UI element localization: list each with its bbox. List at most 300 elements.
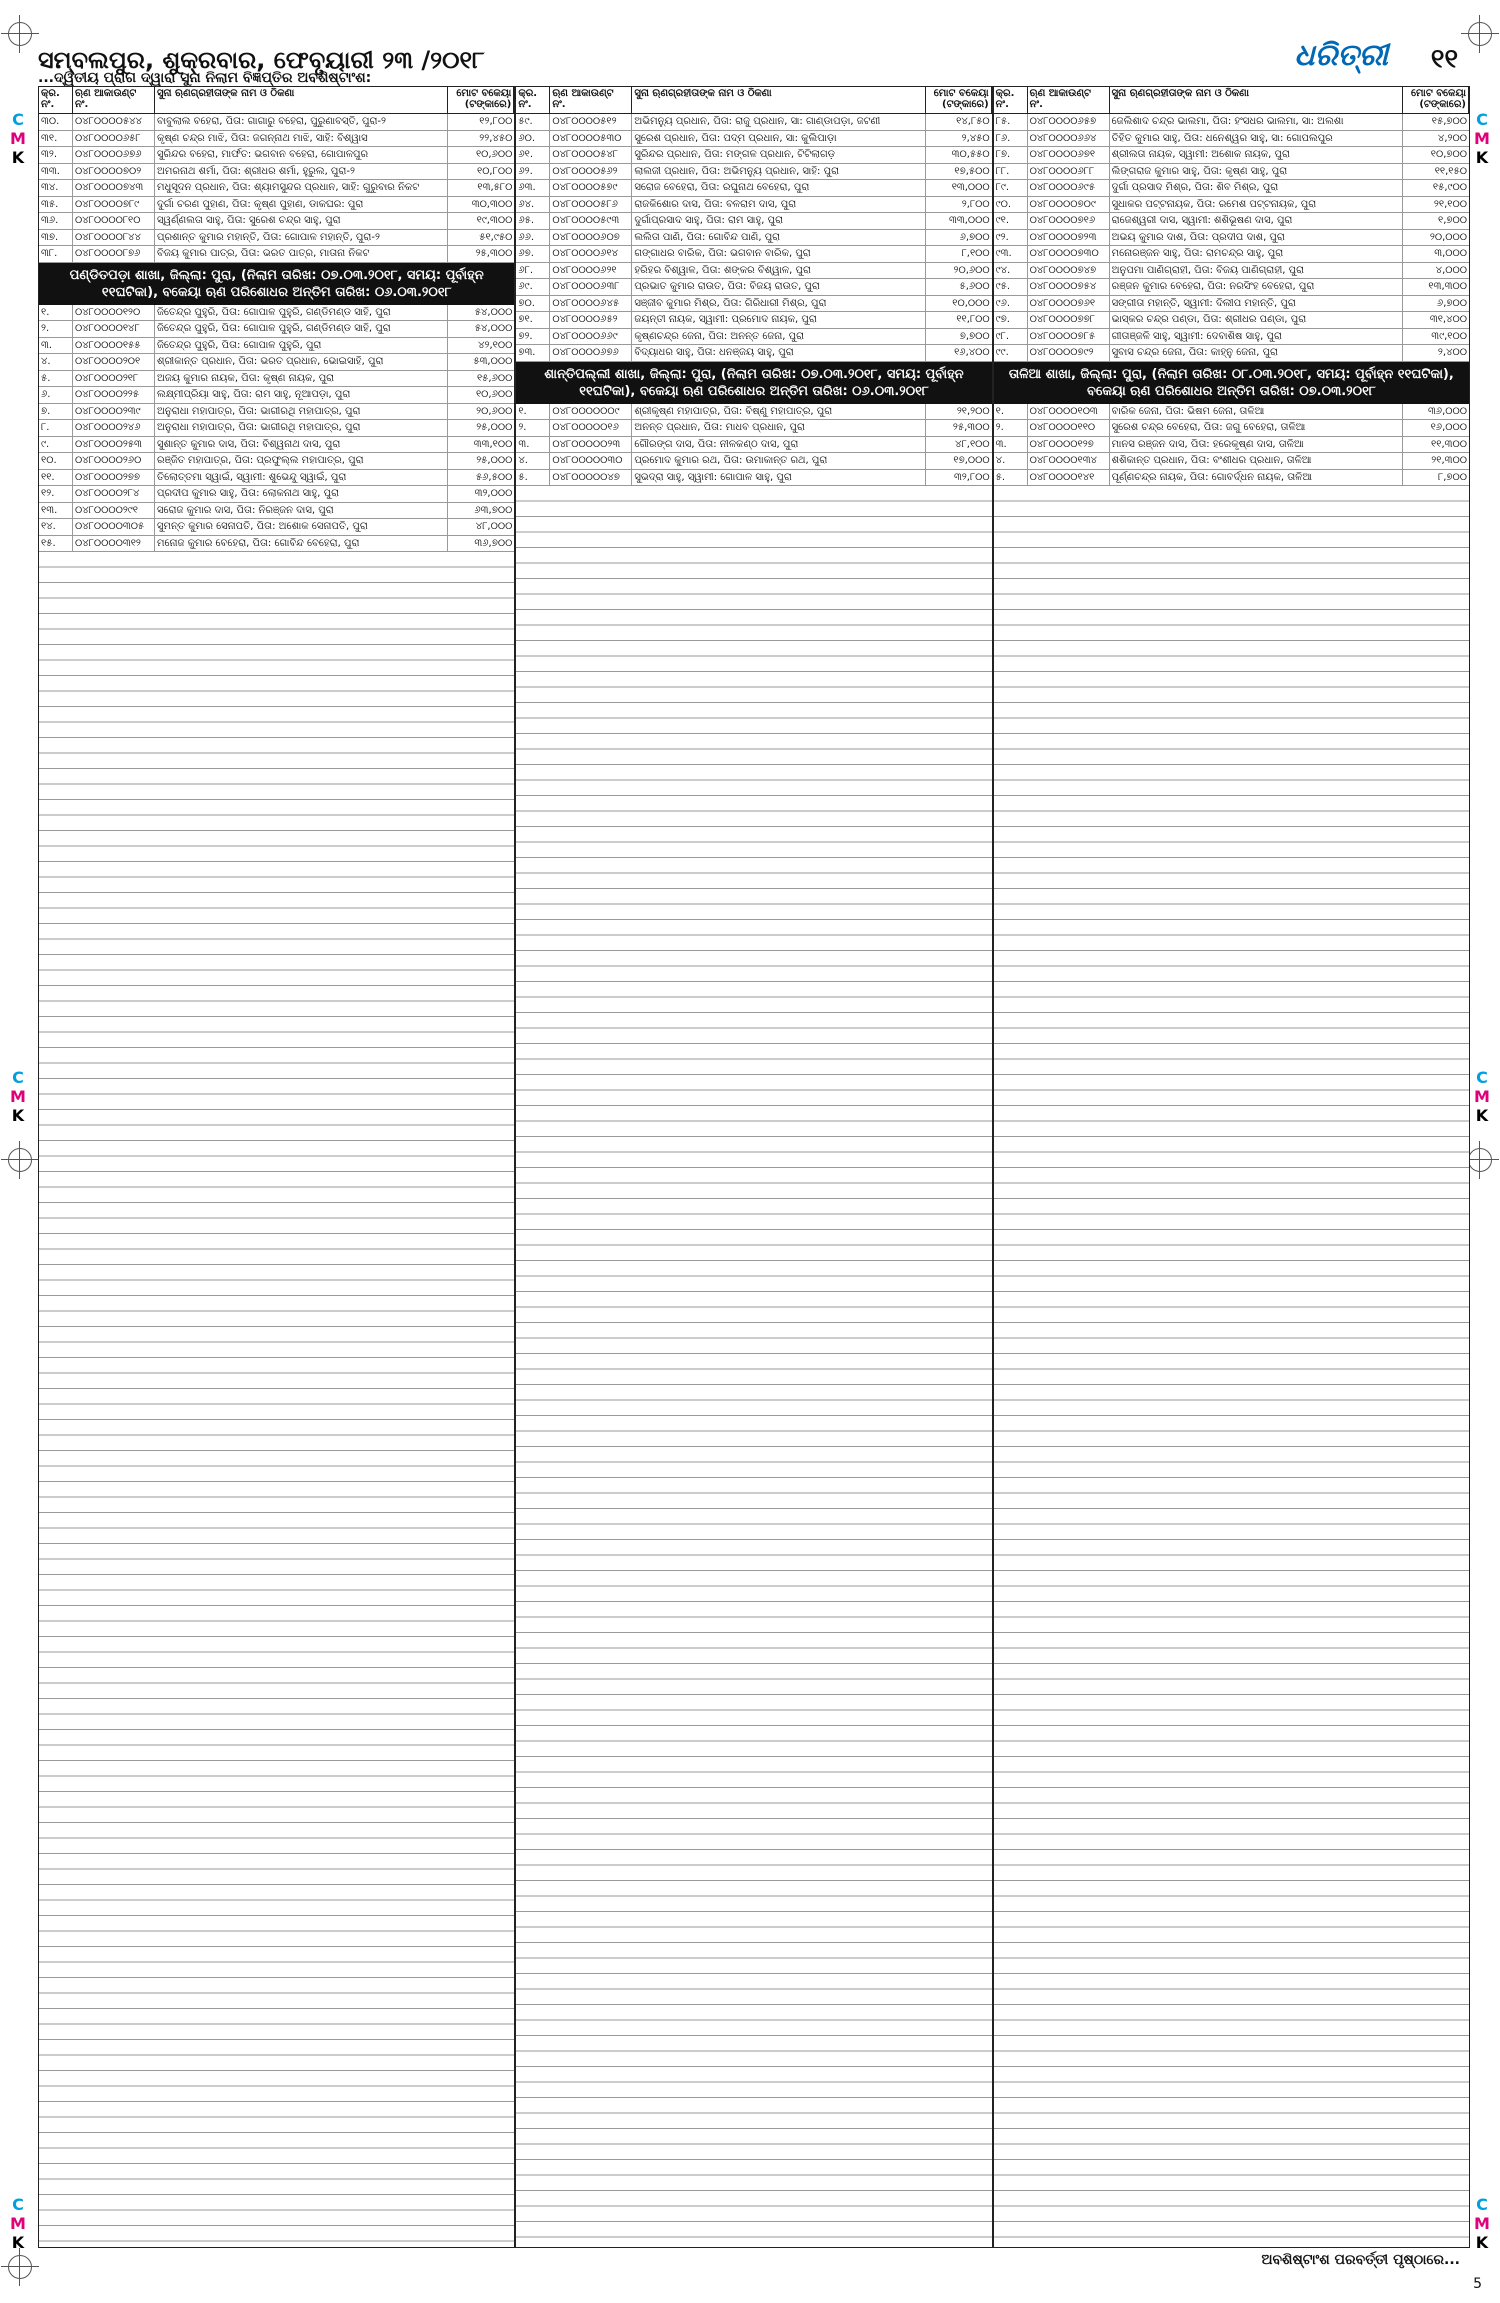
cell-amt: ୧୨,୮୦୦ <box>479 116 513 127</box>
header-cell-name: ସୁନା ଋଣଗ୍ରହୀତାଙ୍କ ନାମ ଓ ଠିକଣା <box>1110 87 1403 113</box>
branch-banner: ପଣ୍ଡିତପଡ଼ା ଶାଖା, ଜିଲ୍ଲା: ପୁରା, (ନିଲାମ ତାରିଖ: ୦୭.୦୩.୨୦୧୮, ସମୟ: ପୂର୍ବାହ୍ନ ୧୧ଘଟିକା), ବକେୟା ଋଣ ପରିଶୋଧର ଅନ୍ତିମ ତାରିଖ: ୦୬.୦୩.୨୦୧୮ <box>39 263 514 305</box>
cell-name: ଲଲିତା ପାଣି, ପିତା: ଗୋବିନ୍ଦ ପାଣି, ପୁରା <box>632 230 925 246</box>
cell-amt: ୪୮,୧୦୦ <box>955 438 990 450</box>
cell-acc: ୦୪୮୦୦୦୦୭୧୬ <box>1028 213 1110 229</box>
cell-acc: ୦୪୮୦୦୦୦୭୦୨ <box>73 164 155 180</box>
table-row <box>516 164 991 181</box>
cell-amt: ୩୩,୦୦୦ <box>949 215 990 226</box>
header-cell-name: ସୁନା ଋଣଗ୍ରହୀତାଙ୍କ ନାମ ଓ ଠିକଣା <box>155 87 448 113</box>
cell-sl: ୨. <box>516 420 550 436</box>
cell-acc: ୦୪୮୦୦୦୦୭୦୯ <box>1028 197 1110 213</box>
header-cell-name: ସୁନା ଋଣଗ୍ରହୀତାଙ୍କ ନାମ ଓ ଠିକଣା <box>632 87 925 113</box>
cell-sl: ୯୬. <box>994 296 1028 312</box>
cell-sl: ୩. <box>516 437 550 453</box>
cell-sl: ୯୭. <box>994 312 1028 328</box>
cell-sl: ୯୦. <box>994 197 1028 213</box>
header-cell-amount: ମୋଟ ବକେୟା (ଟଙ୍କାରେ) <box>448 87 514 113</box>
cell-sl: ୭୦. <box>516 296 550 312</box>
cmk-color-bar: C M K <box>1474 1068 1490 1125</box>
cell-acc: ୦୪୮୦୦୦୦୫୮୬ <box>550 197 632 213</box>
cell-sl: ୬୦. <box>516 131 550 147</box>
cell-amt: ୧୩,୩୦୦ <box>1428 281 1467 292</box>
cell-sl: ୭୩. <box>516 345 550 361</box>
cell-sl: ୯. <box>39 437 73 453</box>
table-row <box>994 213 1469 230</box>
cmk-color-bar: C M K <box>1474 110 1490 167</box>
cell-amt: ୩୨,୮୦୦ <box>953 471 990 483</box>
cell-sl: ୩. <box>994 437 1028 453</box>
cell-sl: ୧୦. <box>39 453 73 469</box>
cell-name: ସୁଧାକର ପଟ୍ଟନାୟକ, ପିତା: ରମେଶ ପଟ୍ଟନାୟକ, ପୁରା <box>1110 197 1403 213</box>
cmk-color-bar: C M K <box>1474 2195 1490 2252</box>
cell-acc: ୦୪୮୦୦୦୦୨୯୧ <box>73 503 155 519</box>
cell-name: ଅନୁପମା ପାଣିଗ୍ରାହୀ, ପିତା: ବିଜୟ ପାଣିଗ୍ରାହୀ, ପୁରା <box>1110 263 1403 279</box>
cell-name: ଜିତେନ୍ଦ୍ର ପୁହୁରି, ପିତା: ଗୋପାଳ ପୁହୁରି, ଗଣ୍ଡିମଣ୍ଡ ସାହି, ପୁରା <box>155 321 448 337</box>
cell-acc: ୦୪୮୦୦୦୦୫୩୦ <box>550 131 632 147</box>
cell-name: ବିଜୟ କୁମାର ପାତ୍ର, ପିତା: ଭରତ ପାତ୍ର, ମାତାନା ନିକଟ <box>155 246 448 262</box>
cell-sl: ୧. <box>994 404 1028 420</box>
cell-name: ଦୁର୍ଗା ପ୍ରସାଦ ମିଶ୍ର, ପିତା: ଶିବ ମିଶ୍ର, ପୁରା <box>1110 180 1403 196</box>
table-row <box>39 147 514 164</box>
cell-name: ପୂର୍ଣ୍ଣଚନ୍ଦ୍ର ନାୟକ, ପିତା: ଗୋବର୍ଦ୍ଧନ ନାୟକ, ତାଳିଆ <box>1110 470 1403 486</box>
cell-name: ଗୌରଙ୍ଗ ଦାସ, ପିତା: ନୀଳକଣ୍ଠ ଦାସ, ପୁରା <box>632 437 925 453</box>
table-header <box>994 87 1469 114</box>
cell-sl: ୩୨. <box>39 147 73 163</box>
cell-name: ଅଭିମନ୍ୟୁ ପ୍ରଧାନ, ପିତା: ରାଜୁ ପ୍ରଧାନ, ସା: ଗାଣ୍ଡାପଡ଼ା, ଜଟଣୀ <box>632 114 925 130</box>
cell-name: ବାରିକ ଜେନା, ପିତା: ଭିଷମ ଜେନା, ତାଳିଆ <box>1110 404 1403 420</box>
cell-sl: ୯୧. <box>994 213 1028 229</box>
table-row <box>39 453 514 470</box>
cell-sl: ୬୪. <box>516 197 550 213</box>
cell-name: ଜିତେନ୍ଦ୍ର ପୁହୁରି, ପିତା: ଗୋପାଳ ପୁହୁରି, ଗଣ୍ଡିମଣ୍ଡ ସାହି, ପୁରା <box>155 305 448 321</box>
cell-amt: ୨୦,୬୦୦ <box>476 405 513 417</box>
cell-acc: ୦୪୮୦୦୦୦୬୯୫ <box>1028 180 1110 196</box>
cell-amt: ୧୩,୫୮୦ <box>477 182 513 193</box>
cell-sl: ୬୫. <box>516 213 550 229</box>
table-row <box>39 114 514 131</box>
cell-sl: ୧୧. <box>39 470 73 486</box>
cell-amt: ୩,୦୦୦ <box>1434 248 1467 259</box>
cell-sl: ୩୪. <box>39 180 73 196</box>
cell-acc: ୦୪୮୦୦୦୦୬୫୮ <box>73 131 155 147</box>
cell-amt: ୬,୭୦୦ <box>959 231 990 243</box>
cell-acc: ୦୪୮୦୦୦୦୭୩୦ <box>1028 246 1110 262</box>
table-row <box>39 404 514 421</box>
table-row <box>39 536 514 553</box>
cell-amt: ୫୪,୦୦୦ <box>474 306 513 318</box>
table-row <box>516 147 991 164</box>
cell-amt: ୧,୭୦୦ <box>1437 215 1467 226</box>
cell-name: ଅଜୟ କୁମାର ନାୟକ, ପିତା: କୃଷ୍ଣ ନାୟକ, ପୁରା <box>155 371 448 387</box>
cell-sl: ୩୧. <box>39 131 73 147</box>
table-row <box>516 437 991 454</box>
cell-name: ମଧୁସୂଦନ ପ୍ରଧାନ, ପିତା: ଶ୍ୟାମସୁନ୍ଦର ପ୍ରଧାନ, ସାହି: ଗୁରୁବାର ନିକଟ <box>155 180 448 196</box>
table-row <box>39 230 514 247</box>
cell-name: ଦୁର୍ଗାପ୍ରସାଦ ସାହୁ, ପିତା: ରାମ ସାହୁ, ପୁରା <box>632 213 925 229</box>
table-row <box>994 296 1469 313</box>
cell-amt: ୨୧,୧୦୦ <box>1433 198 1467 210</box>
cell-acc: ୦୪୮୦୦୦୦୫୯୩ <box>550 213 632 229</box>
cell-acc: ୦୪୮୦୦୦୦୧୧୦ <box>1028 420 1110 436</box>
cell-acc: ୦୪୮୦୦୦୦୨୦୧ <box>73 354 155 370</box>
cell-name: ସୁରିନ୍ଦର ବହେରା, ମାର୍ଫତ: ଭଗବାନ ବହେରା, ଗୋପାଳପୁର <box>155 147 448 163</box>
cell-name: ପ୍ରଭାତ କୁମାର ରାଉତ, ପିତା: ବିଜୟ ରାଉତ, ପୁରା <box>632 279 925 295</box>
cell-acc: ୦୪୮୦୦୦୦୦୩୦ <box>550 453 632 469</box>
cell-amt: ୨୦,୦୦୦ <box>1429 231 1467 243</box>
cell-sl: ୬୭. <box>516 246 550 262</box>
cell-amt: ୩୩,୧୦୦ <box>473 438 513 450</box>
table-header <box>39 87 514 114</box>
cell-amt: ୩୬,୭୦୦ <box>474 537 513 549</box>
cell-sl: ୬୮. <box>516 263 550 279</box>
cell-amt: ୧୭,୫୦୦ <box>954 165 990 177</box>
cell-amt: ୨୫,୦୦୦ <box>476 455 513 466</box>
cell-amt: ୧୧,୩୦୦ <box>1431 438 1467 450</box>
cell-sl: ୧୪. <box>39 519 73 535</box>
cell-acc: ୦୪୮୦୦୦୦୬୧୪ <box>550 246 632 262</box>
cell-sl: ୩. <box>39 338 73 354</box>
table-row <box>994 420 1469 437</box>
cell-name: ଜିତେନ୍ଦ୍ର ପୁହୁରି, ପିତା: ଗୋପାଳ ପୁହୁରି, ପୁରା <box>155 338 448 354</box>
cell-name: ସୁରେଶ ପ୍ରଧାନ, ପିତା: ପଦ୍ମ ପ୍ରଧାନ, ସା: କୁଲିପାଡ଼ା <box>632 131 925 147</box>
cell-name: ବାବୁଲାଲ ବହେରା, ପିତା: ଗାଗାରୁ ବହେରା, ପୁରୁଣାବସ୍ତି, ପୁରା-୨ <box>155 114 448 130</box>
ruled-filler <box>39 552 514 2247</box>
page-number: ୧୧ <box>1430 44 1458 74</box>
cell-sl: ୧୨. <box>39 486 73 502</box>
cell-acc: ୦୪୮୦୦୦୦୭୪୭ <box>1028 263 1110 279</box>
cell-sl: ୩୫. <box>39 197 73 213</box>
cell-name: ବିଦ୍ୟାଧର ସାହୁ, ପିତା: ଧନଞ୍ଜୟ ସାହୁ, ପୁରା <box>632 345 925 361</box>
header-cell-sl: କ୍ର. ନଂ. <box>516 87 550 113</box>
cell-amt: ୫୪,୦୦୦ <box>474 323 513 334</box>
cell-acc: ୦୪୮୦୦୦୦୬୭୬ <box>550 345 632 361</box>
cell-sl: ୮୬. <box>994 131 1028 147</box>
table-row <box>39 197 514 214</box>
cell-name: ଶ୍ରୀକୃଷ୍ଣ ମହାପାତ୍ର, ପିତା: ବିଷ୍ଣୁ ମହାପାତ୍ର, ପୁରା <box>632 404 925 420</box>
cell-acc: ୦୪୮୦୦୦୦୧୪୮ <box>73 321 155 337</box>
cell-amt: ୫୩,୦୦୦ <box>473 356 513 367</box>
cell-name: ଗଙ୍ଗାଧର ବାରିକ, ପିତା: ଭଗବାନ ବାରିକ, ପୁରା <box>632 246 925 262</box>
cell-acc: ୦୪୮୦୦୦୦୬୪୫ <box>550 296 632 312</box>
cell-amt: ୩୧,୪୦୦ <box>1429 314 1467 325</box>
branch-banner: ଶାନ୍ତିପଲ୍ଲୀ ଶାଖା, ଜିଲ୍ଲା: ପୁରା, (ନିଲାମ ତାରିଖ: ୦୭.୦୩.୨୦୧୮, ସମୟ: ପୂର୍ବାହ୍ନ ୧୧ଘଟିକା), ବକେୟା ଋଣ ପରିଶୋଧର ଅନ୍ତିମ ତାରିଖ: ୦୬.୦୩.୨୦୧୮ <box>516 362 991 404</box>
table-row <box>516 296 991 313</box>
cell-amt: ୧୧,୮୦୦ <box>956 314 990 325</box>
table-row <box>994 404 1469 421</box>
cell-amt: ୧୩,୦୦୦ <box>951 182 990 193</box>
cell-amt: ୧୭,୦୦୦ <box>953 455 990 466</box>
cell-sl: ୪. <box>39 354 73 370</box>
table-row <box>39 470 514 487</box>
cell-sl: ୯୫. <box>994 279 1028 295</box>
cell-sl: ୬୩. <box>516 180 550 196</box>
cell-name: ତିହିତ କୁମାର ସାହୁ, ପିତା: ଧନେଶ୍ୱର ସାହୁ, ସା: ଗୋପଲପୁର <box>1110 131 1403 147</box>
cell-amt: ୪୨,୧୦୦ <box>478 339 513 351</box>
cell-name: ସରୋଜ କୁମାର ଦାସ, ପିତା: ନିରଞ୍ଜନ ଦାସ, ପୁରା <box>155 503 448 519</box>
dateline: ସମ୍ବଲପୁର, ଶୁକ୍ରବାର, ଫେବୃୟାରୀ ୨୩ /୨୦୧୮ <box>38 46 485 74</box>
cell-amt: ୧୦,୦୦୦ <box>952 297 990 309</box>
table-row <box>39 437 514 454</box>
cell-amt: ୩୦,୩୦୦ <box>471 198 513 210</box>
cell-amt: ୧୯,୩୦୦ <box>476 215 513 226</box>
table-row <box>516 420 991 437</box>
cell-amt: ୫,୬୦୦ <box>959 281 990 292</box>
cell-acc: ୦୪୮୦୦୦୦୦୦୯ <box>550 404 632 420</box>
cell-acc: ୦୪୮୦୦୦୦୩୧୨ <box>73 536 155 552</box>
folio-number: 5 <box>1473 2276 1482 2292</box>
cell-amt: ୪୮,୦୦୦ <box>475 521 513 532</box>
table-header <box>516 87 991 114</box>
table-row <box>516 453 991 470</box>
cell-acc: ୦୪୮୦୦୦୦୬୬୯ <box>550 329 632 345</box>
cell-acc: ୦୪୮୦୦୦୦୫୪୮ <box>550 147 632 163</box>
cell-sl: ୩୮. <box>39 246 73 262</box>
table-row <box>39 305 514 322</box>
cell-name: ଅମରନାଥ ଶର୍ମା, ପିତା: ଶ୍ରୀଧର ଶର୍ମା, ହୁରୁଲ, ପୁରା-୨ <box>155 164 448 180</box>
table-row <box>994 453 1469 470</box>
cell-name: କୃଷ୍ଣଚନ୍ଦ୍ର ଜେନା, ପିତା: ଅନନ୍ତ ଜେନା, ପୁରା <box>632 329 925 345</box>
cell-amt: ୧୫,୭୦୦ <box>1431 116 1467 127</box>
cell-acc: ୦୪୮୦୦୦୦୬୦୭ <box>550 230 632 246</box>
table-row <box>994 164 1469 181</box>
notice-subheading: ...ଦ୍ୱିତୀୟ ପ୍ରାଗ ଦ୍ୱାରା ସୁନା ନିଲାମ ବିଜ୍ଞପ୍ତିର ଅବଶିଷ୍ଟାଂଶ: <box>38 70 372 86</box>
cell-amt: ୨୫,୦୦୦ <box>476 422 513 433</box>
cell-acc: ୦୪୮୦୦୦୦୧୨୭ <box>1028 437 1110 453</box>
cell-name: ଶଶିକାନ୍ତ ପ୍ରଧାନ, ପିତା: ବଂଶୀଧର ପ୍ରଧାନ, ତାଳିଆ <box>1110 453 1403 469</box>
cell-acc: ୦୪୮୦୦୦୦୨୩୯ <box>73 404 155 420</box>
header-cell-account: ଋଣ ଆକାଉଣ୍ଟ ନଂ. <box>73 87 155 113</box>
table-row <box>994 279 1469 296</box>
cell-acc: ୦୪୮୦୦୦୦୧୩୪ <box>1028 453 1110 469</box>
cell-acc: ୦୪୮୦୦୦୦୧୫୫ <box>73 338 155 354</box>
cell-acc: ୦୪୮୦୦୦୦୧୨୦ <box>73 305 155 321</box>
cell-amt: ୨୧,୩୦୦ <box>1431 455 1467 466</box>
cell-acc: ୦୪୮୦୦୦୦୨୪୬ <box>73 420 155 436</box>
cell-amt: ୫୧,୯୫୦ <box>479 231 513 243</box>
table-row <box>994 147 1469 164</box>
cell-sl: ୯୩. <box>994 246 1028 262</box>
cell-name: ସୁଶାନ୍ତ କୁମାର ଦାସ, ପିତା: ବିଶ୍ୱନାଥ ଦାସ, ପୁରା <box>155 437 448 453</box>
registration-mark-right <box>1468 1148 1492 1172</box>
cell-acc: ୦୪୮୦୦୦୦୬୫୨ <box>550 312 632 328</box>
cell-name: ସୁରେଶ ଚନ୍ଦ୍ର ବେହେରା, ପିତା: ଜଗୁ ବେହେରା, ତାଳିଆ <box>1110 420 1403 436</box>
cell-amt: ୨୫,୩୦୦ <box>475 248 513 259</box>
cell-acc: ୦୪୮୦୦୦୦୬୭୬ <box>73 147 155 163</box>
table-row <box>39 354 514 371</box>
cell-sl: ୧୩. <box>39 503 73 519</box>
cell-sl: ୫୯. <box>516 114 550 130</box>
table-row <box>516 404 991 421</box>
table-row <box>39 503 514 520</box>
cell-amt: ୧୬,୪୦୦ <box>954 347 990 358</box>
cell-acc: ୦୪୮୦୦୦୦୨୮୪ <box>73 486 155 502</box>
cell-acc: ୦୪୮୦୦୦୦୦୪୭ <box>550 470 632 486</box>
cell-sl: ୩୦. <box>39 114 73 130</box>
table-row <box>516 312 991 329</box>
cell-acc: ୦୪୮୦୦୦୦୨୭୭ <box>73 470 155 486</box>
cell-acc: ୦୪୮୦୦୦୦୬୨୧ <box>550 263 632 279</box>
cell-acc: ୦୪୮୦୦୦୦୦୨୩ <box>550 437 632 453</box>
cell-name: ସୁରିନ୍ଦର ପ୍ରଧାନ, ପିତା: ମଙ୍ଗଳ ପ୍ରଧାନ, ଟିଟିଲାଗଡ଼ <box>632 147 925 163</box>
table-row <box>39 519 514 536</box>
cell-name: ଜୟନ୍ତୀ ନାୟକ, ସ୍ୱାମୀ: ପ୍ରମୋଦ ନାୟକ, ପୁରା <box>632 312 925 328</box>
cell-amt: ୨୧,୨୦୦ <box>956 405 990 417</box>
cell-name: ହରିହର ବିଶ୍ୱାଳ, ପିତା: ଶଙ୍କର ବିଶ୍ୱାଳ, ପୁରା <box>632 263 925 279</box>
cell-sl: ୪. <box>994 453 1028 469</box>
table-row <box>39 338 514 355</box>
cell-name: ସଞ୍ଜୀବ କୁମାର ମିଶ୍ର, ପିତା: ଗିରିଧାରୀ ମିଶ୍ର, ପୁରା <box>632 296 925 312</box>
cmk-color-bar: C M K <box>10 110 26 167</box>
table-row <box>39 131 514 148</box>
table-row <box>39 213 514 230</box>
cell-amt: ୧୬,୦୦୦ <box>1430 422 1467 433</box>
table-row <box>39 486 514 503</box>
header-cell-account: ଋଣ ଆକାଉଣ୍ଟ ନଂ. <box>550 87 632 113</box>
table-row <box>516 263 991 280</box>
cell-acc: ୦୪୮୦୦୦୦୬୩୮ <box>550 279 632 295</box>
table-row <box>994 437 1469 454</box>
cell-acc: ୦୪୮୦୦୦୦୮୪୪ <box>73 230 155 246</box>
table-row <box>516 230 991 247</box>
cell-sl: ୧. <box>516 404 550 420</box>
table-row <box>994 131 1469 148</box>
cell-sl: ୩୩. <box>39 164 73 180</box>
cell-amt: ୧୧,୧୫୦ <box>1434 165 1467 177</box>
table-row <box>39 246 514 263</box>
cell-name: ରାଜକିଶୋର ଦାସ, ପିତା: ବଳରାମ ଦାସ, ପୁରା <box>632 197 925 213</box>
cell-acc: ୦୪୮୦୦୦୦୫୭୯ <box>550 180 632 196</box>
cell-name: ସୁଭଦ୍ରା ସାହୁ, ସ୍ୱାମୀ: ଗୋପାଳ ସାହୁ, ପୁରା <box>632 470 925 486</box>
cell-name: ତିଲୋତ୍ତମା ସ୍ୱାଇଁ, ସ୍ୱାମୀ: ଶୁଭେନ୍ଦୁ ସ୍ୱାଇଁ, ପୁରା <box>155 470 448 486</box>
table-row <box>516 470 991 487</box>
cell-amt: ୧୦,୬୦୦ <box>475 149 513 160</box>
cell-name: ରଞ୍ଜିତ ମହାପାତ୍ର, ପିତା: ପ୍ରଫୁଲ୍ଲ ମହାପାତ୍ର, ପୁରା <box>155 453 448 469</box>
cell-sl: ୪. <box>516 453 550 469</box>
cell-acc: ୦୪୮୦୦୦୦୧୦୩ <box>1028 404 1110 420</box>
cell-name: ଶ୍ରୀକାନ୍ତ ପ୍ରଧାନ, ପିତା: ଭରତ ପ୍ରଧାନ, ଭୋଇସାହି, ପୁରା <box>155 354 448 370</box>
cell-amt: ୨,୪୦୦ <box>1437 347 1467 358</box>
cell-sl: ୬୯. <box>516 279 550 295</box>
cell-sl: ୨. <box>994 420 1028 436</box>
newspaper-logo: ଧରିତ୍ରୀ <box>1294 38 1388 73</box>
cell-acc: ୦୪୮୦୦୦୦୮୧୦ <box>73 213 155 229</box>
cell-name: ସଙ୍ଗୀତା ମହାନ୍ତି, ସ୍ୱାମୀ: ଦିଲୀପ ମହାନ୍ତି, ପୁରା <box>1110 296 1403 312</box>
cell-amt: ୮,୧୦୦ <box>961 248 990 259</box>
table-row <box>994 470 1469 487</box>
cell-amt: ୩୬,୦୦୦ <box>1427 405 1467 417</box>
cell-acc: ୦୪୮୦୦୦୦୨୨୫ <box>73 387 155 403</box>
cell-acc: ୦୪୮୦୦୦୦୫୧୨ <box>550 114 632 130</box>
table-row <box>39 180 514 197</box>
cell-acc: ୦୪୮୦୦୦୦୬୬୪ <box>1028 131 1110 147</box>
cell-name: ମନୋରଞ୍ଜନ ସାହୁ, ପିତା: ରାମଚନ୍ଦ୍ର ସାହୁ, ପୁରା <box>1110 246 1403 262</box>
header-cell-account: ଋଣ ଆକାଉଣ୍ଟ ନଂ. <box>1028 87 1110 113</box>
cell-amt: ୩୯,୧୦୦ <box>1431 330 1467 342</box>
ruled-filler <box>516 486 991 2247</box>
cell-name: ସୁମନ୍ତ କୁମାର ସେନାପତି, ପିତା: ଅଶୋକ ସେନାପତି, ପୁରା <box>155 519 448 535</box>
cell-acc: ୦୪୮୦୦୦୦୬୫୭ <box>1028 114 1110 130</box>
cell-amt: ୨୨,୪୫୦ <box>479 132 513 144</box>
cell-sl: ୯୪. <box>994 263 1028 279</box>
cell-acc: ୦୪୮୦୦୦୦୫୬୨ <box>550 164 632 180</box>
table-row <box>516 131 991 148</box>
cell-name: ଶ୍ରୀଲତା ନାୟକ, ସ୍ୱାମୀ: ଅଶୋକ ନାୟକ, ପୁରା <box>1110 147 1403 163</box>
table-row <box>994 345 1469 362</box>
cell-sl: ୭୧. <box>516 312 550 328</box>
registration-mark-bottom-left <box>8 2255 32 2279</box>
table-row <box>994 246 1469 263</box>
cell-acc: ୦୪୮୦୦୦୦୭୬୧ <box>1028 296 1110 312</box>
registration-mark-top-left <box>8 22 32 46</box>
table-column <box>38 86 515 2248</box>
cell-acc: ୦୪୮୦୦୦୦୭୮୯ <box>73 197 155 213</box>
cell-acc: ୦୪୮୦୦୦୦୫୪୪ <box>73 114 155 130</box>
cell-amt: ୨,୮୦୦ <box>961 198 990 210</box>
cell-name: ରାଜେଶ୍ୱରୀ ଦାସ, ସ୍ୱାମୀ: ଶଶିଭୂଷଣ ଦାସ, ପୁରା <box>1110 213 1403 229</box>
cell-amt: ୨୫,୩୦୦ <box>952 422 990 433</box>
table-row <box>39 371 514 388</box>
cell-name: ଜେଲିଶାଦ ଚନ୍ଦ୍ର ଭାଲମା, ପିତା: ହଂସଧର ଭାଲମା, ସା: ଅଲଶା <box>1110 114 1403 130</box>
table-row <box>994 197 1469 214</box>
cell-acc: ୦୪୮୦୦୦୦୬୮୮ <box>1028 164 1110 180</box>
cell-name: ମାନସ ରଞ୍ଜନ ଦାସ, ପିତା: ହରେକୃଷ୍ଣ ଦାସ, ତାଳିଆ <box>1110 437 1403 453</box>
cell-name: ଅନୁରାଧା ମହାପାତ୍ର, ପିତା: ଭାଗୀରଥି ମହାପାତ୍ର, ପୁରା <box>155 404 448 420</box>
registration-mark-left <box>8 1148 32 1172</box>
table-row <box>516 329 991 346</box>
cell-acc: ୦୪୮୦୦୦୦୬୭୧ <box>1028 147 1110 163</box>
continuation-note: ଅବଶିଷ୍ଟାଂଶ ପରବର୍ତ୍ତୀ ପୃଷ୍ଠାରେ... <box>1261 2252 1460 2268</box>
cell-acc: ୦୪୮୦୦୦୦୭୭୮ <box>1028 312 1110 328</box>
table-row <box>516 246 991 263</box>
cell-sl: ୫. <box>39 371 73 387</box>
cell-name: ଗୀତାଞ୍ଜଳି ସାହୁ, ସ୍ୱାମୀ: ଦେବାଶିଷ ସାହୁ, ପୁରା <box>1110 329 1403 345</box>
table-column <box>515 86 992 2248</box>
cell-acc: ୦୪୮୦୦୦୦୧୪୧ <box>1028 470 1110 486</box>
cell-amt: ୮,୭୦୦ <box>1437 471 1467 483</box>
cell-amt: ୫୬,୫୦୦ <box>475 471 513 483</box>
cell-name: ଭାସ୍କର ଚନ୍ଦ୍ର ପଣ୍ଡା, ପିତା: ଶ୍ରୀଧର ପଣ୍ଡା, ପୁରା <box>1110 312 1403 328</box>
table-row <box>516 197 991 214</box>
table-row <box>39 420 514 437</box>
cell-sl: ୫. <box>994 470 1028 486</box>
cell-name: ଦୁର୍ଗା ଚରଣ ପୁହାଣ, ପିତା: କୃଷ୍ଣ ପୁହାଣ, ଡାକଘର: ପୁରା <box>155 197 448 213</box>
table-row <box>516 213 991 230</box>
header-cell-amount: ମୋଟ ବକେୟା (ଟଙ୍କାରେ) <box>1403 87 1469 113</box>
cell-sl: ୭୨. <box>516 329 550 345</box>
table-column <box>993 86 1470 2248</box>
cell-name: ସରୋଜ ବେହେରା, ପିତା: ରଘୁନାଥ ବେହେରା, ପୁରା <box>632 180 925 196</box>
cell-sl: ୩୭. <box>39 230 73 246</box>
cell-sl: ୯୮. <box>994 329 1028 345</box>
cell-sl: ୭. <box>39 404 73 420</box>
cell-name: ଅଭୟ କୁମାର ଦାଶ, ପିତା: ପ୍ରଦୀପ ଦାଶ, ପୁରା <box>1110 230 1403 246</box>
cell-amt: ୪,୦୦୦ <box>1435 264 1467 276</box>
table-row <box>994 114 1469 131</box>
cell-sl: ୯୯. <box>994 345 1028 361</box>
cell-name: ଅନନ୍ତ ପ୍ରଧାନ, ପିତା: ମାଧବ ପ୍ରଧାନ, ପୁରା <box>632 420 925 436</box>
table-row <box>516 180 991 197</box>
branch-banner: ତାଳିଆ ଶାଖା, ଜିଲ୍ଲା: ପୁରା, (ନିଲାମ ତାରିଖ: ୦୮.୦୩.୨୦୧୮, ସମୟ: ପୂର୍ବାହ୍ନ ୧୧ଘଟିକା), ବକେୟା ଋଣ ପରିଶୋଧର ଅନ୍ତିମ ତାରିଖ: ୦୭.୦୩.୨୦୧୮ <box>994 362 1469 404</box>
registration-mark-top-right <box>1468 22 1492 46</box>
cell-acc: ୦୪୮୦୦୦୦୭୮୫ <box>1028 329 1110 345</box>
ruled-filler <box>994 486 1469 2247</box>
cell-sl: ୬୧. <box>516 147 550 163</box>
cell-amt: ୧୦,୮୦୦ <box>476 165 513 177</box>
cell-name: ପ୍ରଶାନ୍ତ କୁମାର ମହାନ୍ତି, ପିତା: ଗୋପାଳ ମହାନ୍ତି, ପୁରା-୨ <box>155 230 448 246</box>
header-cell-sl: କ୍ର. ନଂ. <box>994 87 1028 113</box>
table-row <box>39 321 514 338</box>
table-row <box>994 263 1469 280</box>
